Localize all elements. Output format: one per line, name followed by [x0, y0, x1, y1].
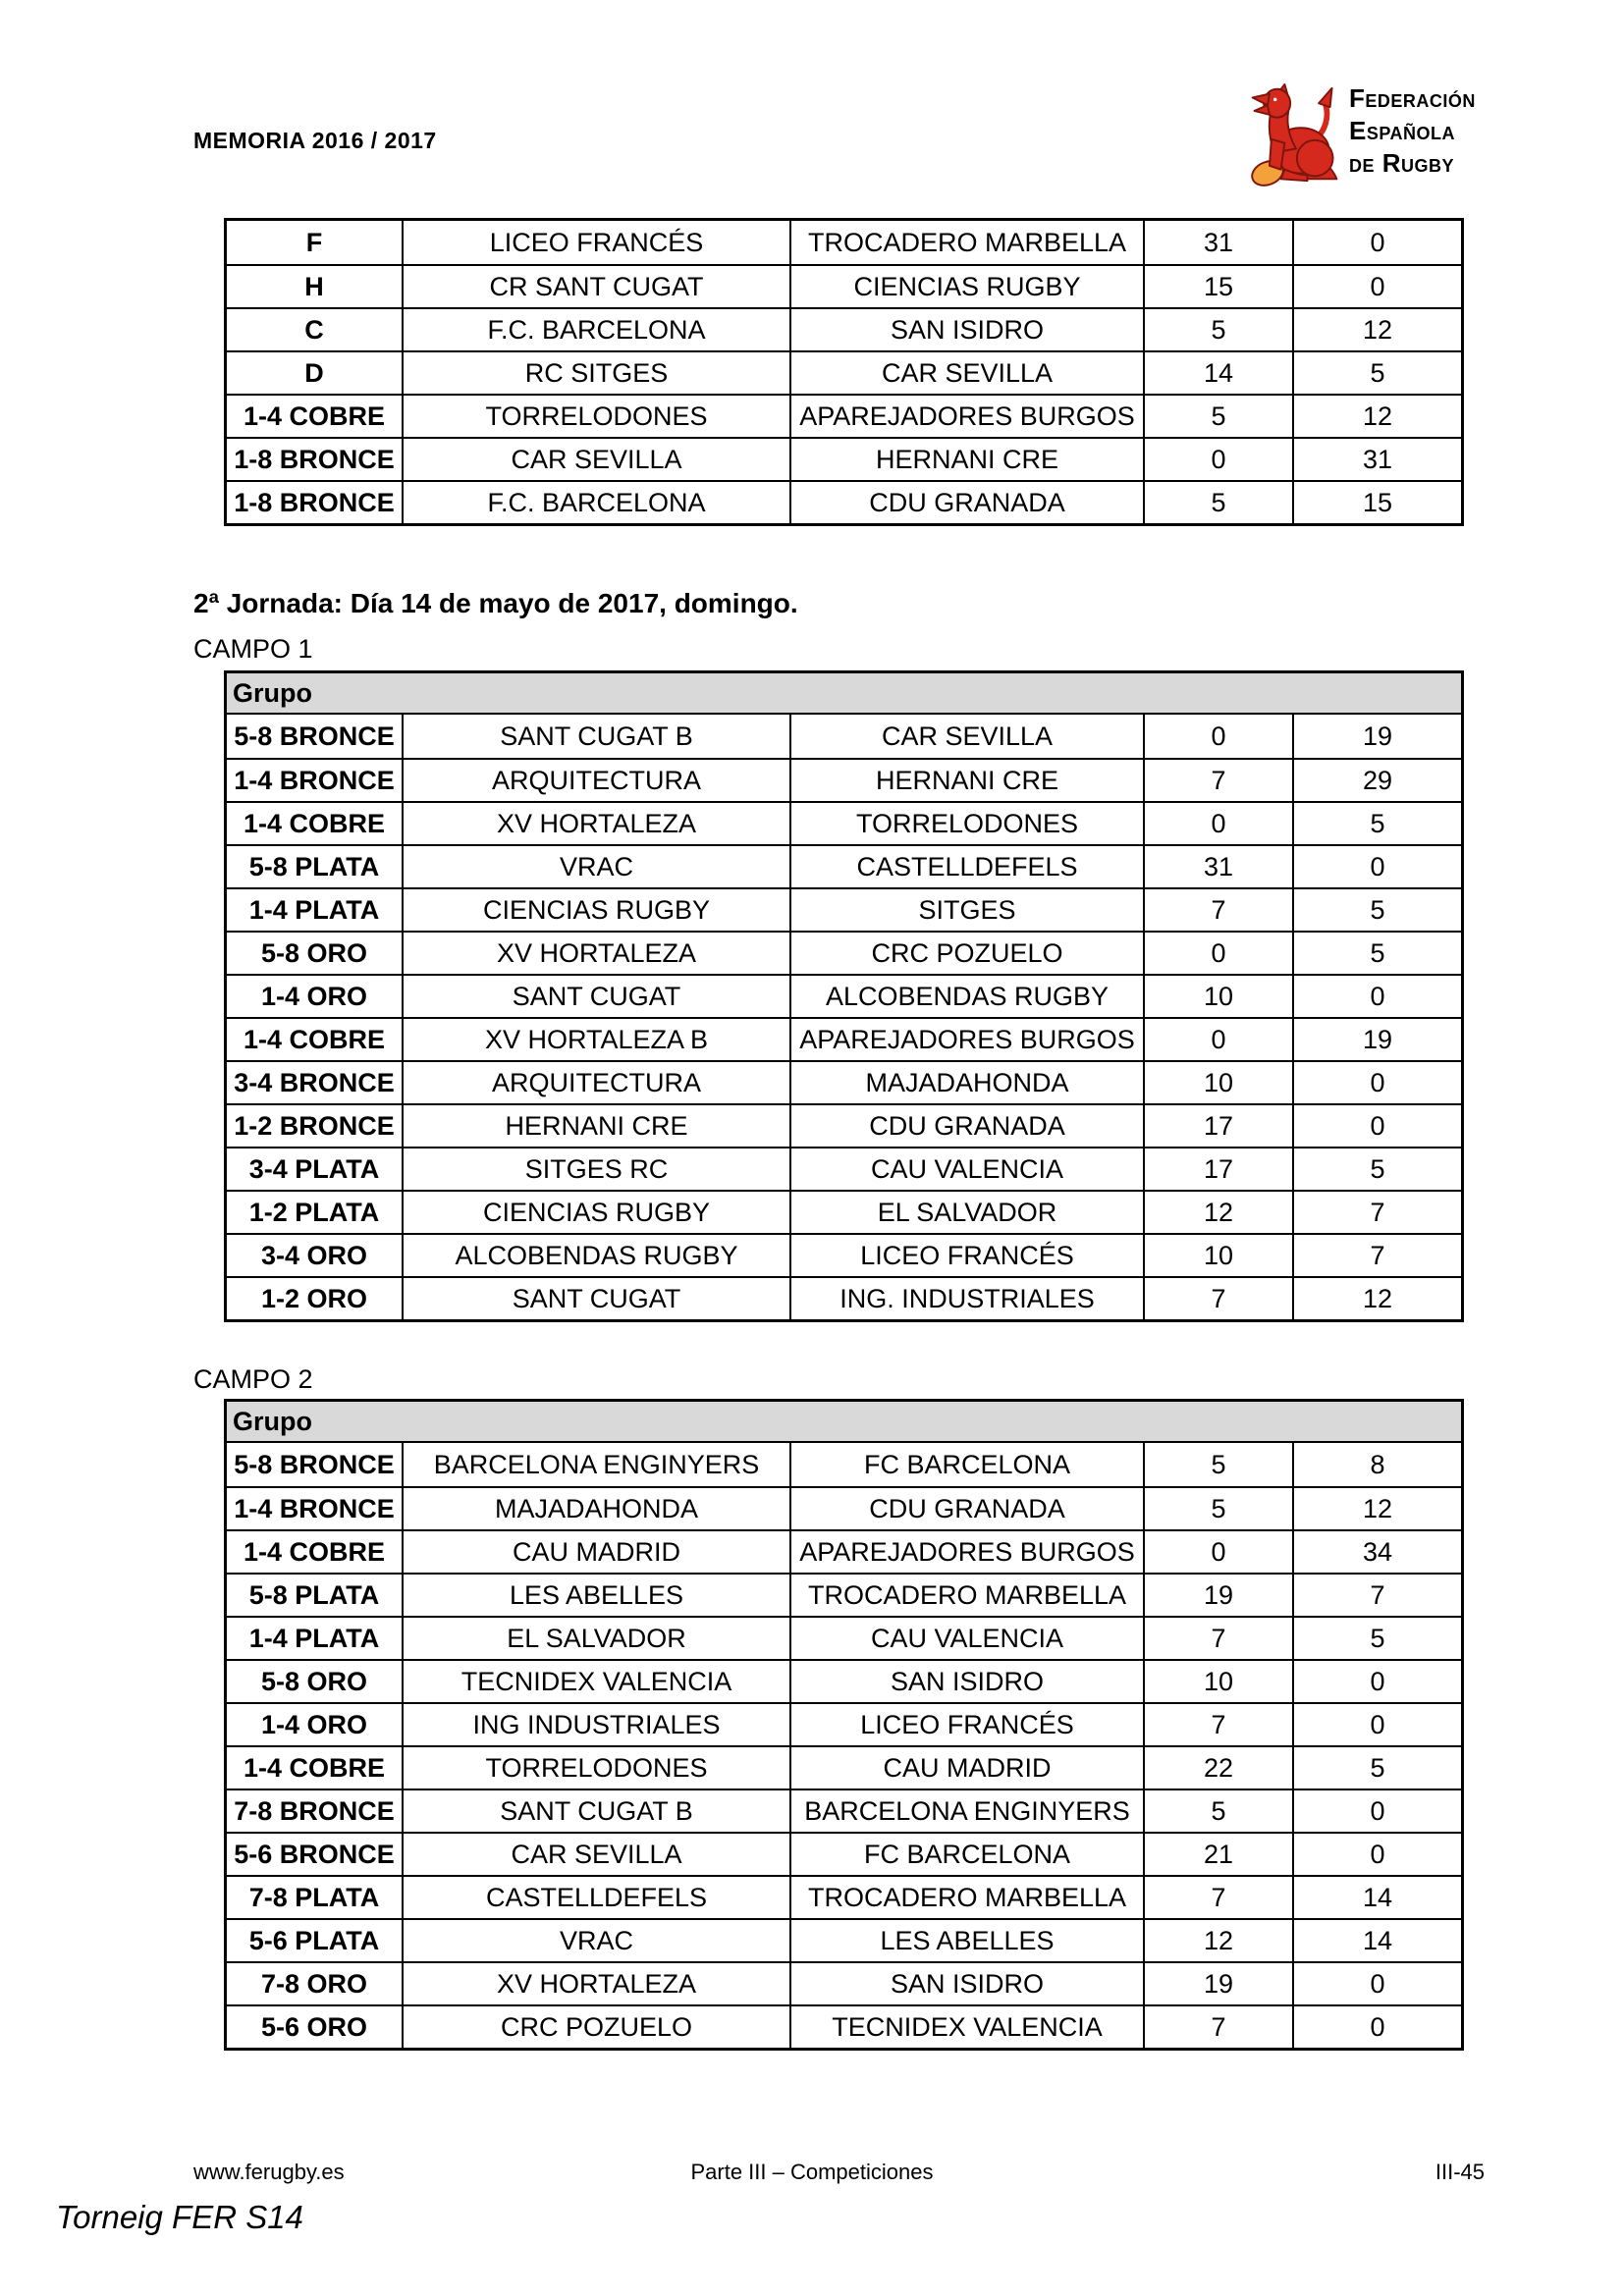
away-score-cell: 5	[1370, 1153, 1385, 1184]
home-score-cell: 7	[1145, 1877, 1294, 1918]
away-score-cell: 0	[1370, 2011, 1385, 2042]
away-team-cell: TROCADERO MARBELLA	[791, 1877, 1145, 1918]
away-score-cell: 5	[1370, 1623, 1385, 1653]
home-score-cell: 0	[1145, 1531, 1294, 1573]
match-row	[227, 844, 1461, 887]
away-team-cell: FC BARCELONA	[791, 1834, 1145, 1875]
home-team-cell: TORRELODONES	[404, 396, 791, 437]
campo1-results-table	[224, 670, 1464, 1322]
home-team-cell: SANT CUGAT B	[404, 1790, 791, 1832]
home-team-cell: SANT CUGAT	[404, 1278, 791, 1319]
away-score-cell: 0	[1370, 1795, 1385, 1826]
home-score-cell: 7	[1145, 2006, 1294, 2048]
away-team-cell: MAJADAHONDA	[791, 1062, 1145, 1103]
home-score-cell: 10	[1145, 1235, 1294, 1276]
group-cell: 1-4 COBRE	[227, 396, 404, 437]
away-team-cell: CAU VALENCIA	[791, 1148, 1145, 1190]
home-score-cell: 0	[1145, 715, 1294, 758]
away-score-cell: 5	[1370, 808, 1385, 838]
group-cell: 1-4 ORO	[227, 1704, 404, 1745]
group-cell: 1-4 PLATA	[227, 889, 404, 931]
away-team-cell: HERNANI CRE	[791, 760, 1145, 801]
match-row	[227, 801, 1461, 844]
match-row	[227, 1573, 1461, 1616]
home-team-cell: LES ABELLES	[404, 1575, 791, 1616]
away-team-cell: HERNANI CRE	[791, 439, 1145, 480]
away-team-cell: APAREJADORES BURGOS	[791, 1019, 1145, 1060]
home-score-cell: 5	[1145, 1443, 1294, 1486]
logo-text-line-2: Española	[1349, 116, 1456, 145]
group-cell: 1-4 COBRE	[227, 803, 404, 844]
match-row	[227, 1190, 1461, 1233]
group-cell: 1-2 PLATA	[227, 1192, 404, 1233]
home-team-cell: RC SITGES	[404, 352, 791, 394]
match-row	[227, 1961, 1461, 2004]
home-score-cell: 12	[1145, 1192, 1294, 1233]
away-team-cell: TORRELODONES	[791, 803, 1145, 844]
campo2-results-table	[224, 1399, 1464, 2051]
away-team-cell: CDU GRANADA	[791, 1105, 1145, 1147]
away-score-cell: 0	[1370, 1968, 1385, 1999]
home-team-cell: LICEO FRANCÉS	[404, 221, 791, 264]
away-team-cell: CRC POZUELO	[791, 933, 1145, 974]
page-title: MEMORIA 2016 / 2017	[193, 128, 437, 153]
jornada1-results-table	[224, 218, 1464, 526]
home-score-cell: 7	[1145, 889, 1294, 931]
campo2-label: CAMPO 2	[193, 1364, 313, 1394]
home-score-cell: 10	[1145, 1062, 1294, 1103]
away-team-cell: CDU GRANADA	[791, 1488, 1145, 1529]
away-team-cell: CAU MADRID	[791, 1747, 1145, 1789]
home-team-cell: VRAC	[404, 1920, 791, 1961]
home-team-cell: TORRELODONES	[404, 1747, 791, 1789]
away-team-cell: TROCADERO MARBELLA	[791, 1575, 1145, 1616]
home-team-cell: EL SALVADOR	[404, 1618, 791, 1659]
away-score-cell: 12	[1362, 1283, 1393, 1313]
away-score-cell: 31	[1362, 444, 1393, 474]
home-team-cell: VRAC	[404, 846, 791, 887]
group-cell: 1-4 COBRE	[227, 1531, 404, 1573]
home-score-cell: 10	[1145, 1661, 1294, 1702]
home-score-cell: 5	[1145, 396, 1294, 437]
away-score-cell: 7	[1370, 1240, 1385, 1270]
away-score-cell: 0	[1370, 271, 1385, 301]
away-team-cell: FC BARCELONA	[791, 1443, 1145, 1486]
match-row	[227, 1832, 1461, 1875]
away-team-cell: CAR SEVILLA	[791, 352, 1145, 394]
group-cell: 1-4 PLATA	[227, 1618, 404, 1659]
group-cell: 5-8 PLATA	[227, 846, 404, 887]
tournament-annotation: Torneig FER S14	[56, 2199, 303, 2235]
away-score-cell: 12	[1362, 1493, 1393, 1523]
match-row	[227, 1017, 1461, 1060]
away-score-cell: 0	[1370, 1067, 1385, 1097]
match-row	[227, 1875, 1461, 1918]
logo-text-line-1: Federación	[1349, 83, 1476, 113]
home-team-cell: ALCOBENDAS RUGBY	[404, 1235, 791, 1276]
away-team-cell: SAN ISIDRO	[791, 1661, 1145, 1702]
home-score-cell: 0	[1145, 439, 1294, 480]
home-team-cell: XV HORTALEZA	[404, 933, 791, 974]
home-score-cell: 7	[1145, 1704, 1294, 1745]
group-cell: 5-6 PLATA	[227, 1920, 404, 1961]
match-row	[227, 264, 1461, 307]
group-cell: 5-8 PLATA	[227, 1575, 404, 1616]
match-row	[227, 1486, 1461, 1529]
home-team-cell: CAR SEVILLA	[404, 1834, 791, 1875]
logo-text-line-3: de Rugby	[1349, 148, 1455, 178]
match-row	[227, 1060, 1461, 1103]
match-row	[227, 221, 1461, 264]
match-row	[227, 480, 1461, 523]
away-team-cell: SITGES	[791, 889, 1145, 931]
group-cell: D	[227, 352, 404, 394]
home-team-cell: SITGES RC	[404, 1148, 791, 1190]
away-team-cell: LICEO FRANCÉS	[791, 1704, 1145, 1745]
match-row	[227, 1918, 1461, 1961]
home-team-cell: ING INDUSTRIALES	[404, 1704, 791, 1745]
home-score-cell: 7	[1145, 760, 1294, 801]
match-row	[227, 1529, 1461, 1573]
away-score-cell: 5	[1370, 937, 1385, 968]
footer-section: Parte III – Competiciones	[690, 2160, 934, 2184]
footer-page-number: III-45	[1435, 2160, 1485, 2184]
home-team-cell: XV HORTALEZA	[404, 1963, 791, 2004]
group-cell: 5-8 BRONCE	[227, 715, 404, 758]
away-score-cell: 14	[1362, 1925, 1393, 1955]
away-score-cell: 7	[1370, 1197, 1385, 1227]
home-team-cell: CIENCIAS RUGBY	[404, 1192, 791, 1233]
home-score-cell: 31	[1145, 846, 1294, 887]
away-score-cell: 0	[1370, 851, 1385, 881]
group-cell: 7-8 BRONCE	[227, 1790, 404, 1832]
home-team-cell: XV HORTALEZA B	[404, 1019, 791, 1060]
away-team-cell: APAREJADORES BURGOS	[791, 396, 1145, 437]
match-row	[227, 931, 1461, 974]
match-row	[227, 1233, 1461, 1276]
home-score-cell: 17	[1145, 1105, 1294, 1147]
group-cell: H	[227, 266, 404, 307]
away-team-cell: CIENCIAS RUGBY	[791, 266, 1145, 307]
home-team-cell: SANT CUGAT	[404, 976, 791, 1017]
group-cell: 1-4 BRONCE	[227, 1488, 404, 1529]
home-team-cell: CAR SEVILLA	[404, 439, 791, 480]
home-score-cell: 12	[1145, 1920, 1294, 1961]
home-score-cell: 0	[1145, 933, 1294, 974]
home-score-cell: 5	[1145, 482, 1294, 523]
away-score-cell: 12	[1362, 400, 1393, 431]
group-cell: 1-4 ORO	[227, 976, 404, 1017]
match-row	[227, 437, 1461, 480]
group-cell: 1-8 BRONCE	[227, 482, 404, 523]
away-score-cell: 5	[1370, 894, 1385, 925]
group-cell: 5-8 ORO	[227, 933, 404, 974]
group-cell: 1-4 COBRE	[227, 1019, 404, 1060]
home-team-cell: CR SANT CUGAT	[404, 266, 791, 307]
home-score-cell: 14	[1145, 352, 1294, 394]
home-team-cell: CIENCIAS RUGBY	[404, 889, 791, 931]
group-cell: 5-6 ORO	[227, 2006, 404, 2048]
fer-lion-logo-icon	[1245, 82, 1343, 187]
away-team-cell: ING. INDUSTRIALES	[791, 1278, 1145, 1319]
away-team-cell: EL SALVADOR	[791, 1192, 1145, 1233]
away-score-cell: 12	[1362, 314, 1393, 345]
group-cell: 1-2 BRONCE	[227, 1105, 404, 1147]
home-team-cell: HERNANI CRE	[404, 1105, 791, 1147]
group-cell: C	[227, 309, 404, 350]
group-cell: 5-6 BRONCE	[227, 1834, 404, 1875]
away-score-cell: 0	[1370, 227, 1385, 257]
campo1-label: CAMPO 1	[193, 634, 313, 664]
match-row	[227, 1745, 1461, 1789]
away-score-cell: 0	[1370, 1110, 1385, 1141]
home-score-cell: 5	[1145, 309, 1294, 350]
away-team-cell: APAREJADORES BURGOS	[791, 1531, 1145, 1573]
group-cell: 3-4 BRONCE	[227, 1062, 404, 1103]
away-score-cell: 5	[1370, 1752, 1385, 1783]
away-score-cell: 29	[1362, 765, 1393, 795]
home-team-cell: XV HORTALEZA	[404, 803, 791, 844]
logo-text	[1349, 82, 1476, 180]
home-score-cell: 31	[1145, 221, 1294, 264]
away-score-cell: 5	[1370, 357, 1385, 388]
away-team-cell: CAU VALENCIA	[791, 1618, 1145, 1659]
match-row	[227, 887, 1461, 931]
away-score-cell: 19	[1362, 721, 1393, 751]
home-score-cell: 5	[1145, 1790, 1294, 1832]
away-score-cell: 0	[1370, 981, 1385, 1011]
home-team-cell: CRC POZUELO	[404, 2006, 791, 2048]
fer-logo	[1245, 80, 1520, 190]
away-score-cell: 14	[1362, 1882, 1393, 1912]
group-cell: 7-8 PLATA	[227, 1877, 404, 1918]
match-row	[227, 307, 1461, 350]
away-team-cell: LICEO FRANCÉS	[791, 1235, 1145, 1276]
home-score-cell: 19	[1145, 1963, 1294, 2004]
home-score-cell: 22	[1145, 1747, 1294, 1789]
home-score-cell: 0	[1145, 1019, 1294, 1060]
away-score-cell: 0	[1370, 1839, 1385, 1869]
group-cell: 1-4 COBRE	[227, 1747, 404, 1789]
footer-website: www.ferugby.es	[193, 2160, 345, 2184]
away-score-cell: 19	[1362, 1024, 1393, 1054]
home-score-cell: 10	[1145, 976, 1294, 1017]
away-team-cell: CAR SEVILLA	[791, 715, 1145, 758]
home-team-cell: F.C. BARCELONA	[404, 482, 791, 523]
match-row	[227, 758, 1461, 801]
away-team-cell: BARCELONA ENGINYERS	[791, 1790, 1145, 1832]
group-header-row: Grupo	[227, 673, 1461, 715]
away-score-cell: 15	[1362, 487, 1393, 517]
away-team-cell: CASTELLDEFELS	[791, 846, 1145, 887]
home-score-cell: 7	[1145, 1278, 1294, 1319]
away-team-cell: TROCADERO MARBELLA	[791, 221, 1145, 264]
match-row	[227, 1147, 1461, 1190]
home-team-cell: CAU MADRID	[404, 1531, 791, 1573]
home-team-cell: SANT CUGAT B	[404, 715, 791, 758]
away-score-cell: 7	[1370, 1579, 1385, 1610]
group-cell: 1-8 BRONCE	[227, 439, 404, 480]
group-cell: 3-4 PLATA	[227, 1148, 404, 1190]
match-row	[227, 715, 1461, 758]
home-team-cell: CASTELLDEFELS	[404, 1877, 791, 1918]
home-team-cell: BARCELONA ENGINYERS	[404, 1443, 791, 1486]
home-score-cell: 17	[1145, 1148, 1294, 1190]
away-team-cell: TECNIDEX VALENCIA	[791, 2006, 1145, 2048]
group-header-row: Grupo	[227, 1402, 1461, 1443]
match-row	[227, 1789, 1461, 1832]
home-score-cell: 5	[1145, 1488, 1294, 1529]
home-score-cell: 21	[1145, 1834, 1294, 1875]
group-cell: 5-8 ORO	[227, 1661, 404, 1702]
jornada2-heading: 2ª Jornada: Día 14 de mayo de 2017, domingo.	[193, 588, 798, 618]
match-row	[227, 974, 1461, 1017]
home-team-cell: ARQUITECTURA	[404, 760, 791, 801]
away-team-cell: ALCOBENDAS RUGBY	[791, 976, 1145, 1017]
group-cell: 7-8 ORO	[227, 1963, 404, 2004]
home-team-cell: TECNIDEX VALENCIA	[404, 1661, 791, 1702]
match-row	[227, 1616, 1461, 1659]
away-team-cell: SAN ISIDRO	[791, 1963, 1145, 2004]
match-row	[227, 394, 1461, 437]
home-team-cell: ARQUITECTURA	[404, 1062, 791, 1103]
home-score-cell: 7	[1145, 1618, 1294, 1659]
home-score-cell: 19	[1145, 1575, 1294, 1616]
home-team-cell: MAJADAHONDA	[404, 1488, 791, 1529]
group-cell: F	[227, 221, 404, 264]
away-score-cell: 0	[1370, 1666, 1385, 1696]
match-row	[227, 1443, 1461, 1486]
away-team-cell: SAN ISIDRO	[791, 309, 1145, 350]
group-cell: 1-4 BRONCE	[227, 760, 404, 801]
match-row	[227, 2004, 1461, 2048]
match-row	[227, 350, 1461, 394]
away-team-cell: CDU GRANADA	[791, 482, 1145, 523]
group-cell: 1-2 ORO	[227, 1278, 404, 1319]
away-score-cell: 34	[1362, 1536, 1393, 1567]
match-row	[227, 1276, 1461, 1319]
away-score-cell: 8	[1370, 1449, 1385, 1479]
home-team-cell: F.C. BARCELONA	[404, 309, 791, 350]
home-score-cell: 0	[1145, 803, 1294, 844]
match-row	[227, 1702, 1461, 1745]
match-row	[227, 1659, 1461, 1702]
match-row	[227, 1103, 1461, 1147]
group-cell: 3-4 ORO	[227, 1235, 404, 1276]
group-cell: 5-8 BRONCE	[227, 1443, 404, 1486]
home-score-cell: 15	[1145, 266, 1294, 307]
away-team-cell: LES ABELLES	[791, 1920, 1145, 1961]
away-score-cell: 0	[1370, 1709, 1385, 1739]
